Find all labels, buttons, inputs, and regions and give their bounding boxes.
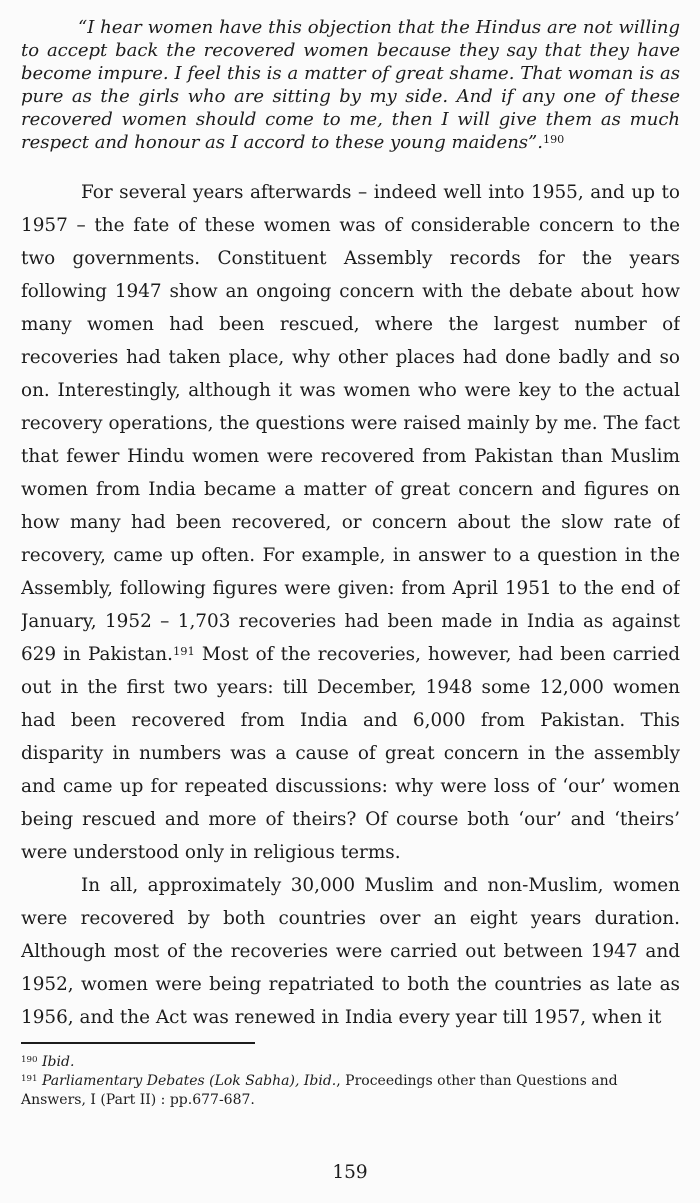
page-number: 159: [332, 1162, 368, 1183]
paragraph-1-text-b: Most of the recoveries, however, had been carried out in the first two years: till December, 1948 some 12,000 women had been recovered from India and 6,000 from Pakistan. This disparity in numbers was a cause of great concern in the assembly and came up for repeated discussions: why were loss of ‘our’ women being rescued and more of theirs? Of course both ‘our’ and ‘theirs’ were understood only in religious terms.: [21, 644, 680, 863]
paragraph-2: In all, approximately 30,000 Muslim and non-Muslim, women were recovered by both countries over an eight years duration. Although most of the recoveries were carried out between 1947 and 1952, women were being repatriated to both the countries as late as 1956, and the Act was renewed in India every year till 1957, when it: [21, 875, 680, 1028]
footnote-191-marker: 191: [21, 1074, 38, 1085]
footnote-191-italic-text: Parliamentary Debates (Lok Sabha), Ibid.: [42, 1073, 337, 1089]
footnote-separator: [21, 1042, 255, 1044]
footnote-191: [21, 1072, 680, 1110]
footnote-191-regular-text: , Proceedings other than Questions and Answers, I (Part II) : pp.677-687.: [21, 1073, 618, 1108]
footnote-190: [21, 1053, 680, 1072]
quote-text: “I hear women have this objection that the Hindus are not willing to accept back the recovered women because they say that they have become impure. I feel this is a matter of great shame. That woman is as pure as the girls who are sitting by my side. And if any one of these recovered women should come to me, then I will give them as much respect and honour as I accord to these young maidens”.: [21, 17, 680, 153]
paragraph-1: [21, 176, 680, 869]
footnote-190-italic-text: Ibid.: [42, 1054, 75, 1070]
block-quote: [21, 16, 680, 154]
footnote-ref-190: 190: [542, 132, 565, 146]
footnote-ref-191: 191: [173, 643, 195, 658]
page-text-content: [21, 16, 680, 1034]
footnote-190-marker: 190: [21, 1055, 38, 1066]
footnote-area: [21, 1042, 680, 1110]
paragraph-1-text-a: For several years afterwards – indeed well into 1955, and up to 1957 – the fate of these women was of considerable concern to the two governments. Constituent Assembly records for the years following 1947 show an ongoing concern with the debate about how many women had been rescued, where the largest number of recoveries had taken place, why other places had done badly and so on. Interestingly, although it was women who were key to the actual recovery operations, the questions were raised mainly by me. The fact that fewer Hindu women were recovered from Pakistan than Muslim women from India became a matter of great concern and figures on how many had been recovered, or concern about the slow rate of recovery, came up often. For example, in answer to a question in the Assembly, following figures were given: from April 1951 to the end of January, 1952 – 1,703 recoveries had been made in India as against 629 in Pakistan.: [21, 182, 680, 665]
